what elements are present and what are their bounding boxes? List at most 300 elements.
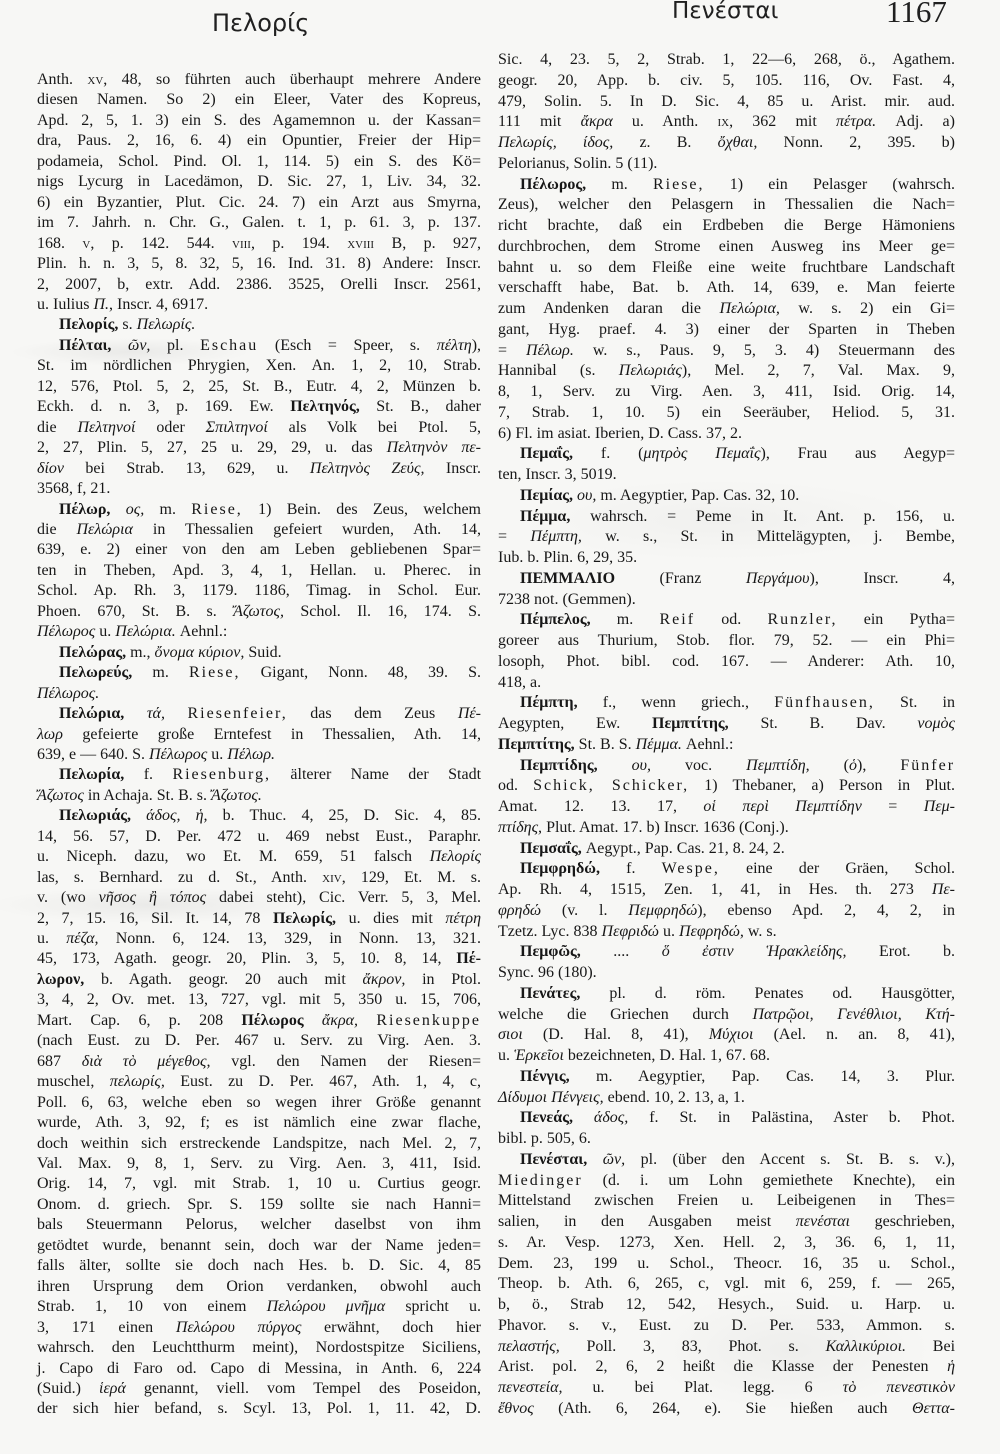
text: u. Niceph. dazu, wo Et. M. 659, 51 falsch	[37, 848, 430, 866]
text: m.,	[126, 643, 155, 661]
text: genannt, viell. vom Tempel des Poseidon,	[125, 1380, 481, 1397]
line-content	[498, 1399, 955, 1420]
text-line	[37, 1093, 481, 1113]
text: 14, 56. 57, D. Per. 472 u. 469 nebst Eust., Paraphr.	[37, 827, 481, 845]
line-content	[37, 193, 481, 213]
line-content	[37, 438, 481, 458]
text: gefeierte große Erntefest in Thessalien, Ath. 14,	[62, 725, 481, 743]
greek-text: Καλλικύριοι.	[825, 1337, 907, 1355]
line-content	[498, 1337, 955, 1358]
text-line	[498, 424, 955, 445]
text: (Ael. n. an. 8, 41),	[753, 1026, 955, 1044]
line-content	[59, 336, 481, 356]
greek-text: ῶν,	[128, 336, 151, 354]
text: bals Steuermann Pelorus, welcher daselbst von ihm	[37, 1216, 481, 1234]
text	[111, 337, 128, 354]
line-content	[37, 1093, 481, 1113]
text: u. bei Plat. legg. 6	[562, 1379, 843, 1396]
small-caps-numeral: xiv	[322, 868, 342, 886]
text-line	[498, 652, 955, 673]
text-line	[498, 735, 955, 756]
text: 7, Strab. 1, 10. 5) ein Seeräuber, Heliod. 5, 31.	[498, 403, 955, 421]
greek-text: ὄχθαι,	[717, 134, 758, 151]
text: Strab. 1, 10 von einem	[37, 1298, 267, 1316]
text: Adj. a)	[876, 113, 955, 131]
headword: Πελτηνός,	[290, 398, 360, 416]
dictionary-entry	[498, 1108, 955, 1150]
greek-text: Πέλωρος.	[37, 684, 100, 702]
text: u.	[37, 930, 67, 948]
text: u.	[498, 1047, 514, 1064]
greek-text: Δίδυμοι Πένγεις,	[498, 1088, 604, 1106]
greek-text: ὁ	[849, 756, 857, 774]
text-line	[498, 610, 955, 631]
text-line	[498, 1212, 955, 1233]
dictionary-entry	[498, 507, 955, 569]
greek-text: τά,	[146, 705, 165, 723]
text: u.	[658, 922, 679, 940]
text	[358, 1012, 376, 1029]
greek-text: Πέλωρος	[149, 745, 208, 763]
text-line	[37, 418, 481, 438]
text-line	[498, 1378, 955, 1399]
line-content	[498, 112, 955, 133]
text: m. Aegyptier, Pap. Cas. 32, 10.	[596, 486, 800, 504]
line-content	[498, 361, 955, 382]
headword: Πελωρίς,	[272, 909, 337, 927]
running-head-left: Πελορίς	[212, 9, 310, 37]
text: m.	[590, 611, 660, 629]
text-line	[37, 786, 481, 806]
text-line	[37, 234, 481, 254]
spaced-gloss: Reif	[659, 611, 696, 629]
greek-text: ὄνομα κύριον,	[154, 643, 245, 661]
spaced-gloss: Riesenkuppe	[376, 1011, 482, 1029]
text: Poll. 6, 63, welche eben so wegen ihrer Größe genannt	[37, 1093, 481, 1111]
headword: Πελώρας,	[59, 643, 127, 661]
line-content	[37, 745, 275, 765]
text: s.	[118, 316, 137, 334]
text-line	[37, 704, 481, 724]
text: f.	[599, 860, 662, 878]
text: muschel,	[37, 1073, 110, 1091]
line-content	[498, 154, 657, 175]
text: bei Strab. 13, 629, u.	[63, 459, 310, 477]
text: ), ebenso Apd. 2, 4, 2, in	[697, 901, 956, 919]
greek-text: Πελωρίς, ίδος,	[498, 134, 614, 151]
dictionary-entry	[498, 1067, 955, 1109]
text-line	[37, 643, 481, 663]
headword: Πενάτες,	[520, 984, 581, 1002]
text: Aegypten, Ew.	[498, 715, 653, 732]
text: Sync. 96 (180).	[498, 964, 597, 981]
greek-text: Πέμπτη,	[530, 528, 582, 546]
text: ....	[580, 943, 662, 961]
text-line	[498, 1046, 955, 1067]
text-line	[37, 847, 481, 867]
text: u.	[95, 623, 116, 641]
text: bibl. p. 505, 6.	[498, 1130, 591, 1147]
line-content	[498, 1025, 955, 1046]
text: die	[37, 418, 78, 436]
headword: Πέλωρος	[241, 1011, 304, 1029]
text-line	[498, 1150, 955, 1171]
text-line	[498, 299, 955, 320]
line-content	[498, 1316, 955, 1337]
text: getödtet wurde, benannt sein, doch war der Name jeden=	[37, 1236, 481, 1254]
line-content	[37, 827, 481, 847]
text-line	[37, 459, 481, 479]
text: ten, Inscr. 3, 5019.	[498, 466, 617, 483]
text: geschrieben,	[849, 1213, 956, 1230]
dictionary-entry	[498, 693, 955, 755]
text-line	[37, 1318, 481, 1338]
greek-text: ὅ ἐστιν Ἡρακλείδης,	[661, 943, 847, 961]
text-line	[498, 859, 955, 880]
text-line	[37, 663, 481, 683]
greek-text: λωρ	[37, 725, 63, 743]
headword: Πελωρεύς,	[59, 664, 133, 682]
text: spricht u.	[385, 1298, 482, 1316]
line-content	[498, 673, 541, 694]
text: 7238 not. (Gemmen).	[498, 590, 636, 608]
line-content	[498, 1088, 745, 1109]
text-line	[498, 984, 955, 1005]
text-line	[498, 1129, 955, 1150]
text: 111 mit	[498, 113, 581, 131]
text: Suid.	[244, 643, 282, 661]
line-content	[520, 1150, 955, 1171]
line-content	[520, 610, 955, 631]
greek-text: τὸ πενεστικὸν	[842, 1379, 955, 1396]
line-content	[498, 797, 955, 818]
headword: Πεμαΐς,	[520, 445, 573, 463]
greek-text: Ἄζωτος,	[233, 602, 284, 620]
text-line	[37, 111, 481, 131]
text-line	[498, 880, 955, 901]
text: 2, 2007, b, extr. Add. 2386. 3525, Orelli Inscr. 2561,	[37, 275, 481, 293]
text-line	[37, 479, 481, 499]
text: b. Thuc. 4, 25, D. Sic. 4, 85.	[207, 807, 481, 825]
text-line	[37, 1011, 481, 1031]
line-content	[498, 92, 955, 113]
text: Iub. b. Plin. 6, 29, 35.	[498, 549, 638, 566]
text-line	[37, 602, 481, 622]
headword: Πεμφῶς,	[520, 943, 581, 961]
line-content	[498, 195, 955, 216]
text-line	[37, 909, 481, 929]
line-content	[37, 254, 481, 274]
dictionary-entry	[498, 984, 955, 1067]
line-content	[520, 175, 955, 196]
text-line	[37, 1256, 481, 1276]
text: (d. i. um Lohn gemiethete Knechte), ein	[582, 1171, 955, 1189]
text: der sich hier befand, s. Scyl. 13, Pol. 1, 11. 42, D.	[37, 1400, 481, 1418]
headword: Πεμπτίτης,	[652, 715, 729, 732]
greek-text: Θεττα-	[911, 1399, 955, 1417]
text: f. St. in Palästina, Aster b. Phot.	[628, 1109, 956, 1127]
line-content	[37, 684, 99, 704]
text: Bei	[906, 1337, 956, 1355]
text-line	[37, 1359, 481, 1379]
text-line	[37, 131, 481, 151]
text: m.	[144, 500, 192, 518]
text: 45, 173, Agath. geogr. 20, Plin. 3, 5, 10. 8, 14,	[37, 950, 457, 968]
greek-text: Πελώρια	[76, 520, 133, 538]
line-content	[59, 500, 481, 520]
text-line	[498, 1191, 955, 1212]
text: ), Inscr. 4,	[809, 569, 955, 587]
page-number: 1167	[886, 0, 947, 29]
greek-text: Πελτηνὸς Ζεύς,	[309, 459, 425, 477]
text-line	[37, 806, 481, 826]
text-line	[37, 70, 481, 90]
text: älterer Name der Stadt	[271, 766, 482, 784]
text-line	[498, 71, 955, 92]
line-content	[37, 1338, 481, 1358]
greek-text: ἄκρον,	[362, 970, 406, 988]
greek-text: σιοι	[498, 1026, 523, 1044]
greek-text: διὰ τὸ μέγεθος,	[81, 1052, 211, 1070]
line-content	[498, 1191, 955, 1212]
text: ),	[471, 336, 482, 354]
text-line	[37, 500, 481, 520]
greek-text: Πεφριδώ	[601, 922, 659, 940]
line-content	[520, 984, 955, 1005]
text-line	[498, 50, 955, 71]
text-line	[498, 92, 955, 113]
line-content	[37, 418, 481, 438]
text-line	[498, 278, 955, 299]
text: ), Mel. 2, 7, Val. Max. 9,	[681, 362, 956, 380]
spaced-gloss: Fünfer	[900, 756, 956, 774]
text: u.	[207, 745, 228, 763]
line-content	[498, 237, 955, 258]
line-content	[37, 1399, 481, 1419]
line-content	[37, 888, 481, 908]
line-content	[37, 479, 110, 499]
text: eine der Gräen, Schol.	[719, 860, 956, 878]
text: Nonn. 2, 395. b)	[757, 134, 955, 151]
greek-text: Σπιλτηνοί	[205, 418, 268, 436]
text: Phavor. s. v., Eust. zu D. Per. 533, Ammon. s.	[498, 1316, 955, 1334]
line-content	[498, 735, 733, 756]
text-line	[37, 336, 481, 356]
text-line	[37, 949, 481, 969]
line-content	[37, 970, 481, 990]
text: Onom. d. griech. Spr. S. 159 sollte sie nach Hanni=	[37, 1195, 481, 1213]
text: ten in Theben, Apd. 3, 4, 1, Hellan. u. Pherec. in	[37, 561, 481, 579]
text: Mart. Cap. 6, p. 208	[37, 1011, 242, 1029]
line-content	[498, 631, 955, 652]
text: Phoen. 670, St. B. s.	[37, 602, 234, 620]
text-line	[37, 990, 481, 1010]
text-line	[498, 361, 955, 382]
line-content	[37, 295, 208, 315]
text: (Suid.)	[37, 1380, 100, 1397]
text-line	[37, 213, 481, 233]
text: Orig. 14, 7, vgl. mit Strab. 1, 10 u. Curtius geogr.	[37, 1175, 481, 1193]
text-line	[498, 507, 955, 528]
greek-text: Πελτηνοί	[77, 418, 136, 436]
line-content	[37, 1134, 481, 1154]
text-line	[37, 765, 481, 785]
text: oder	[135, 418, 206, 436]
spaced-gloss: Schick, Schicker,	[533, 777, 690, 795]
dictionary-entry	[37, 315, 481, 335]
text: od.	[695, 611, 768, 629]
line-content	[498, 299, 955, 320]
greek-text: Πέλωρ.	[227, 745, 276, 763]
greek-text: άδος,	[593, 1109, 629, 1127]
spaced-gloss: Riesenfeier,	[187, 705, 288, 723]
text: im 7. Jahrh. n. Chr. G., Galen. t. 1, p. 61. 3, p. 137.	[37, 214, 481, 232]
text: gant, Hyg. praef. 4. 3) einer der Sparten in Theben	[498, 320, 955, 338]
headword: Πελορίς,	[59, 316, 119, 334]
text: pl. d. röm. Penates od. Hausgötter,	[580, 984, 955, 1002]
line-content	[498, 652, 955, 673]
text: voc.	[650, 756, 747, 774]
text: B, p. 927,	[374, 234, 482, 252]
text: das dem Zeus	[287, 705, 458, 723]
text: Plin. h. n. 3, 5, 8. 32, 5, 16. Ind. 31. 8) Andere: Inscr.	[37, 255, 481, 273]
line-content	[498, 341, 955, 362]
text-line	[37, 1113, 481, 1133]
text: in Thessalien gefeiert wurden, Ath. 14,	[132, 520, 482, 538]
text-line	[498, 175, 955, 196]
text: f., wenn griech.,	[577, 694, 775, 712]
headword: Πέλωρ,	[59, 500, 111, 518]
text: Arist. pol. 2, 6, 2 heißt die Klasse der Penesten	[498, 1358, 948, 1376]
text-line	[498, 1067, 955, 1088]
line-content	[37, 397, 481, 417]
text-line	[498, 133, 955, 154]
line-content	[498, 1129, 591, 1150]
small-caps-numeral: ix	[717, 113, 730, 131]
text-line	[498, 1025, 955, 1046]
text-line	[498, 590, 955, 611]
text: wurde, Ath. 3, 92, f; es ist nämlich eine zwar flache,	[37, 1114, 481, 1132]
dictionary-entry	[37, 643, 481, 663]
greek-text: ου,	[631, 756, 651, 774]
text-line	[498, 216, 955, 237]
headword: Πενεάς,	[520, 1109, 573, 1127]
text-line	[37, 1154, 481, 1174]
text: b. Agath. geogr. 20 auch mit	[84, 970, 363, 988]
greek-text: Πελωριάς	[618, 362, 682, 380]
text: , p. 194.	[250, 234, 348, 252]
greek-text: πελαστής,	[498, 1337, 560, 1355]
greek-text: ος,	[125, 500, 145, 518]
small-caps-numeral: viii	[232, 234, 251, 252]
text: Erot. b.	[846, 943, 956, 961]
spaced-gloss: Wespe,	[661, 860, 720, 878]
text: St. in	[874, 694, 955, 712]
text: ebend. 10, 2. 13, a, 1.	[603, 1088, 745, 1106]
text: Anth.	[37, 71, 88, 88]
text	[165, 705, 188, 722]
text: Theop. b. Ath. 6, 265, c, vgl. mit 6, 259, f. — 265,	[498, 1275, 955, 1293]
dictionary-entry	[37, 70, 481, 315]
dictionary-entry	[498, 610, 955, 693]
text: diesen Namen. So 2) ein Eleer, Vater des Kopreus,	[37, 91, 481, 109]
text-line	[498, 1005, 955, 1026]
text: 2, 27, Plin. 5, 27, 25 u. 29, 29, u. das	[37, 439, 387, 457]
line-content	[520, 693, 955, 714]
line-content	[498, 1378, 955, 1399]
text-line	[37, 193, 481, 213]
greek-text: ἄκρα	[580, 113, 613, 131]
text: Aegypt., Pap. Cas. 21, 8. 24, 2.	[581, 839, 785, 857]
text-line	[498, 693, 955, 714]
dictionary-entry	[498, 839, 955, 860]
text-line	[37, 1297, 481, 1317]
text: ein Pytha=	[837, 611, 955, 629]
line-content	[498, 216, 955, 237]
text-line	[498, 714, 955, 735]
text: in Achaja. St. B. s.	[83, 786, 211, 804]
greek-text: μητρὸς Πεμαΐς	[643, 445, 761, 463]
greek-text: πελωρίς,	[109, 1073, 165, 1091]
headword: Πέλται,	[59, 336, 112, 354]
line-content	[498, 278, 955, 299]
line-content	[37, 356, 481, 376]
greek-text: ῶν,	[602, 1150, 626, 1168]
line-content	[37, 520, 481, 540]
greek-text: πέλτη	[436, 336, 472, 354]
headword: Πεμίας,	[520, 486, 573, 504]
line-content	[520, 859, 955, 880]
line-content	[37, 1031, 481, 1051]
line-content	[498, 424, 742, 445]
text: (Esch = Speer, s.	[258, 336, 437, 354]
line-content	[498, 1046, 770, 1067]
greek-text: ἱερά	[99, 1380, 126, 1397]
text-line	[498, 922, 955, 943]
text-line	[37, 295, 481, 315]
line-content	[498, 1171, 955, 1192]
text-line	[498, 320, 955, 341]
text-line	[498, 341, 955, 362]
text-line	[37, 275, 481, 295]
text: u. dies mit	[336, 909, 446, 927]
text: f.	[124, 766, 173, 784]
line-content	[498, 320, 955, 341]
text: 6) Fl. im asiat. Iberien, D. Cass. 37, 2.	[498, 424, 742, 442]
text-line	[498, 486, 955, 507]
text: welche die Griechen durch	[498, 1005, 753, 1023]
text-line	[37, 254, 481, 274]
text-line	[498, 901, 955, 922]
text: s. Ar. Vesp. 1273, Xen. Hell. 2, 3, 36. 6, 1, 11,	[498, 1233, 955, 1251]
line-content	[37, 909, 481, 929]
text: m.	[586, 175, 653, 193]
text	[110, 501, 125, 518]
line-content	[498, 818, 789, 839]
text: St. B., daher	[359, 398, 481, 416]
text: 687	[37, 1052, 82, 1070]
text: vgl. den Namen der Riesen=	[210, 1052, 482, 1070]
greek-text: οἱ περὶ Πεμπτίδην	[703, 798, 862, 815]
greek-text: Πατρῷοι, Γενέθλιοι, Κτή-	[752, 1005, 955, 1023]
text: erwähnt, doch hier	[301, 1318, 482, 1336]
text: w. s., St. in Mittelägypten, j. Bembe,	[581, 528, 955, 546]
line-content	[37, 131, 481, 151]
text-line	[37, 745, 481, 765]
text-line	[498, 382, 955, 403]
text: 639, e. 2) einer von den am Leben gebliebenen Spar=	[37, 541, 481, 559]
headword: Πέ-	[456, 950, 481, 968]
